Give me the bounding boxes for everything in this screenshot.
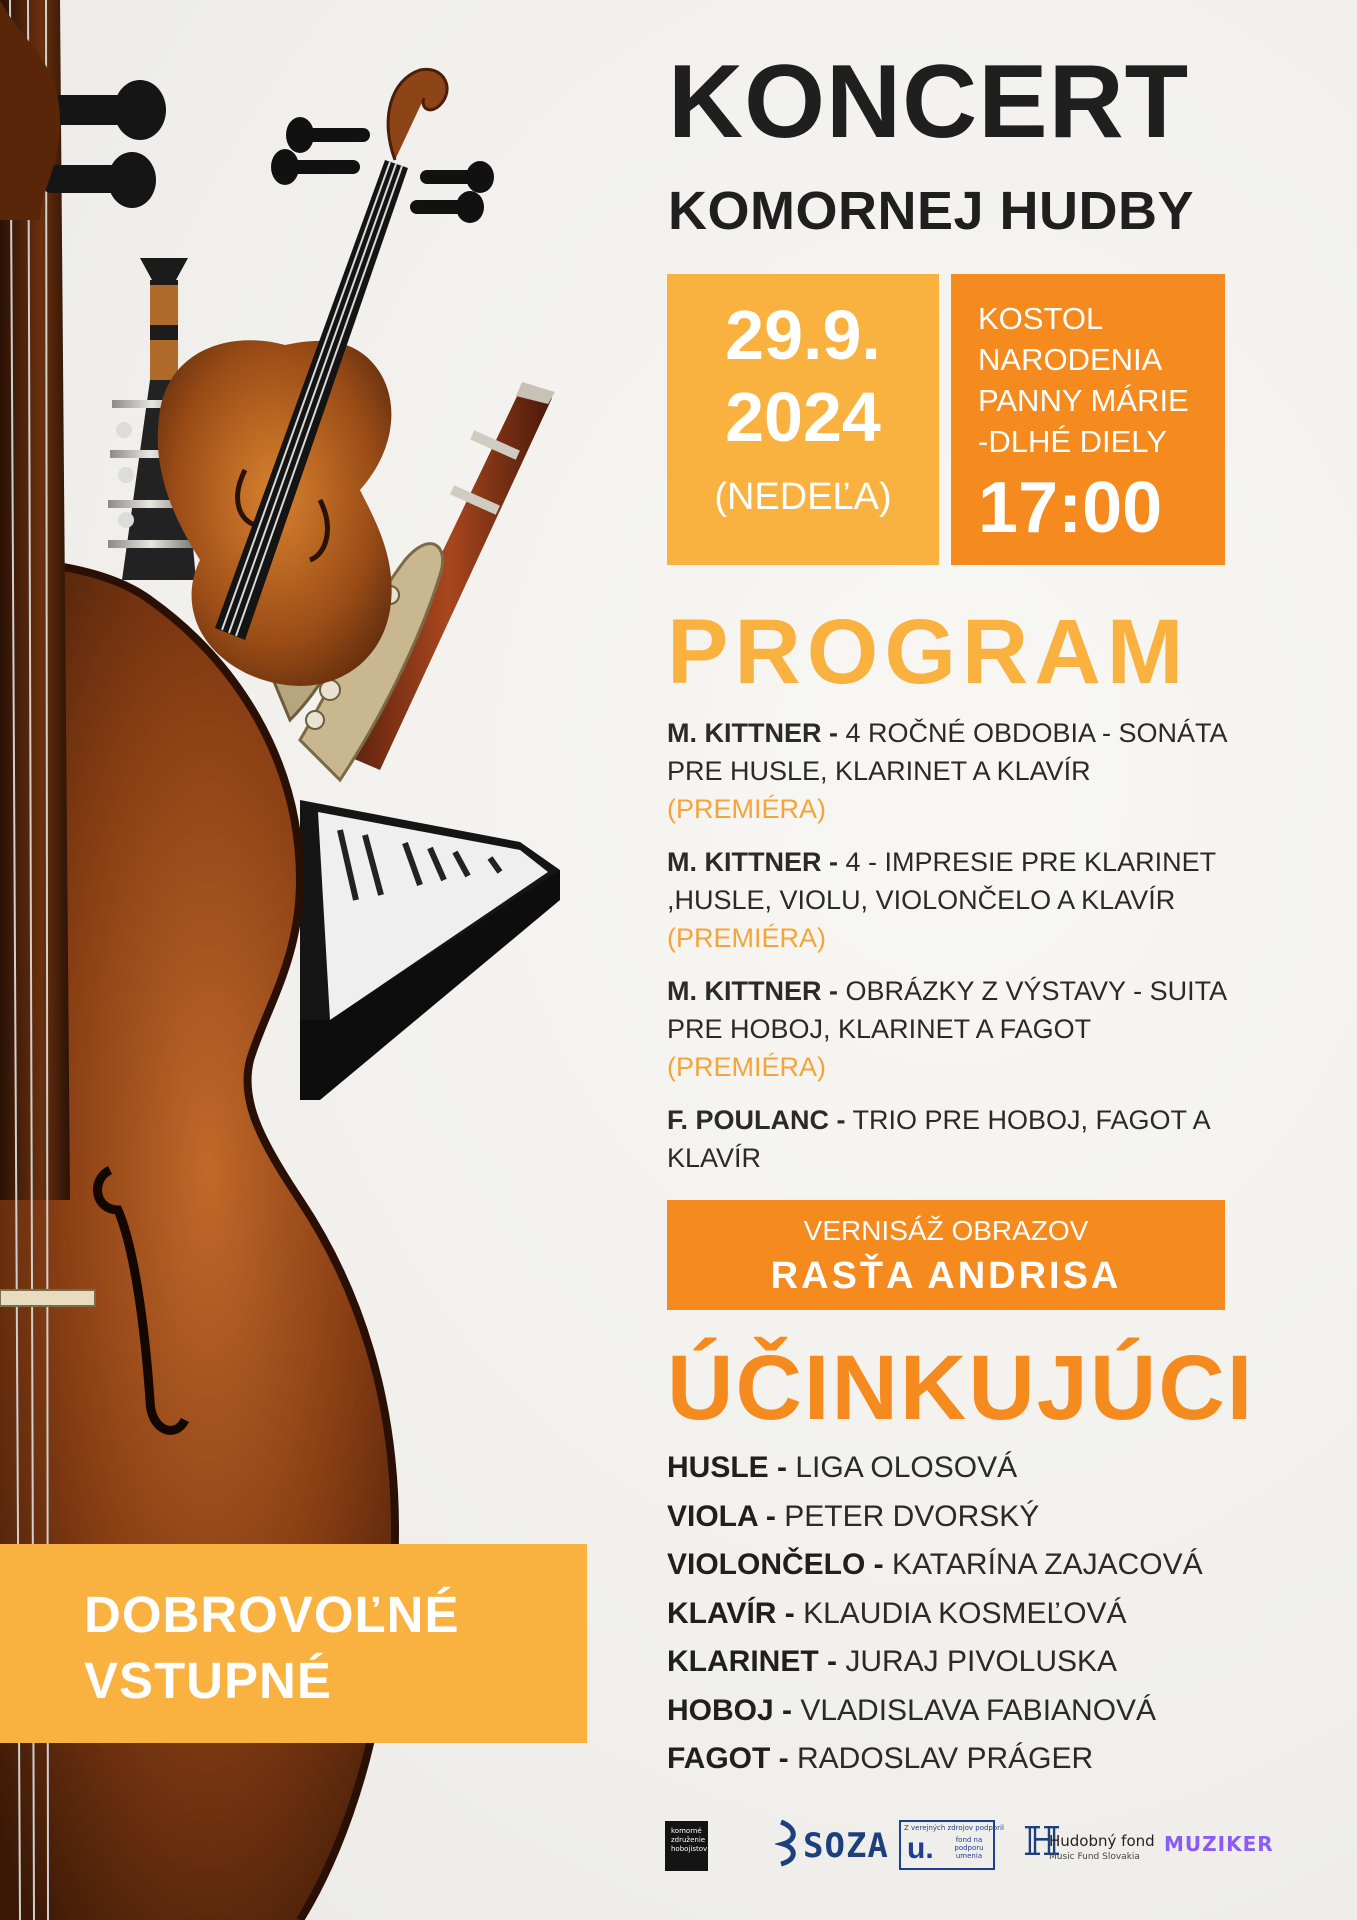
muziker-logo: MUZIKER	[1164, 1832, 1274, 1856]
venue-line: KOSTOL	[978, 301, 1104, 336]
admission-box	[0, 1544, 587, 1743]
performer-row	[667, 1638, 1267, 1687]
performers-heading: ÚČINKUJÚCI	[667, 1337, 1255, 1439]
premiere-note: (PREMIÉRA)	[667, 794, 827, 824]
event-time: 17:00	[978, 468, 1163, 548]
performer-row	[667, 1590, 1267, 1639]
soza-emblem-icon	[775, 1818, 801, 1868]
performer-row	[667, 1493, 1267, 1542]
program-work: OBRÁZKY Z VÝSTAVY - SUITA PRE HOBOJ, KLARINET A FAGOT	[667, 976, 1226, 1044]
performer-name: JURAJ PIVOLUSKA	[836, 1645, 1118, 1678]
venue-line: -DLHÉ DIELY	[978, 424, 1167, 459]
date-box	[667, 274, 939, 565]
performer-instrument: FAGOT -	[667, 1742, 789, 1775]
program-work: 4 ROČNÉ OBDOBIA - SONÁTA PRE HUSLE, KLARINET A KLAVÍR	[667, 718, 1227, 786]
program-work: 4 - IMPRESIE PRE KLARINET ,HUSLE, VIOLU, VIOLONČELO A KLAVÍR	[667, 847, 1216, 915]
program-composer: F. POULANC -	[667, 1105, 846, 1135]
hf-logo-english: Music Fund Slovakia	[1049, 1852, 1140, 1862]
soza-logo	[775, 1818, 889, 1874]
performer-instrument: VIOLA -	[667, 1499, 776, 1533]
program-composer: M. KITTNER -	[667, 847, 838, 877]
premiere-note: (PREMIÉRA)	[667, 1052, 827, 1082]
program-item	[667, 843, 1227, 957]
hf-logo-name: Hudobný fond	[1049, 1832, 1155, 1850]
performer-name: KATARÍNA ZAJACOVÁ	[883, 1548, 1203, 1581]
kzh-logo-text: združenie	[671, 1836, 706, 1844]
hf-mark-icon: ℍ	[1023, 1819, 1061, 1865]
performers-list	[667, 1444, 1267, 1784]
fpu-logo-caption: Z verejných zdrojov podporil	[904, 1824, 1004, 1832]
hudobny-fond-logo	[1023, 1818, 1155, 1874]
date-year: 2024	[725, 378, 881, 456]
venue-line: PANNY MÁRIE	[978, 383, 1189, 418]
kzh-logo-text: komorné	[671, 1827, 702, 1835]
venue-line: NARODENIA	[978, 342, 1163, 377]
soza-logo-text: SOZA	[803, 1826, 889, 1866]
venue-box	[951, 274, 1225, 565]
exhibition-label: VERNISÁŽ OBRAZOV	[803, 1215, 1089, 1246]
concert-title: KONCERT	[668, 44, 1190, 160]
performer-name: KLAUDIA KOSMEĽOVÁ	[794, 1596, 1127, 1630]
performer-instrument: HUSLE -	[667, 1451, 787, 1484]
date-weekday: (NEDEĽA)	[714, 476, 892, 518]
program-list	[667, 714, 1227, 1192]
performer-row	[667, 1541, 1267, 1590]
sponsor-logos	[665, 1818, 1285, 1874]
program-item	[667, 1101, 1227, 1177]
program-item	[667, 714, 1227, 828]
performer-row	[667, 1735, 1267, 1784]
admission-line: DOBROVOĽNÉ	[84, 1586, 460, 1643]
performer-name: PETER DVORSKÝ	[775, 1499, 1040, 1533]
performer-row	[667, 1687, 1267, 1736]
exhibition-box	[667, 1200, 1225, 1310]
program-item	[667, 972, 1227, 1086]
performer-name: RADOSLAV PRÁGER	[788, 1742, 1094, 1775]
fpu-logo-text: fond na podporu umenia	[954, 1836, 984, 1860]
program-composer: M. KITTNER -	[667, 976, 838, 1006]
performer-instrument: KLARINET -	[667, 1645, 837, 1678]
program-work: TRIO PRE HOBOJ, FAGOT A KLAVÍR	[667, 1105, 1210, 1173]
kzh-logo-text: hobojistov	[671, 1845, 708, 1853]
program-composer: M. KITTNER -	[667, 718, 838, 748]
fpu-logo	[899, 1820, 1004, 1870]
fpu-logo-mark: u.	[907, 1832, 934, 1865]
piano-keyboard	[300, 800, 560, 1100]
concert-subtitle: KOMORNEJ HUDBY	[668, 181, 1195, 241]
program-heading: PROGRAM	[667, 601, 1190, 703]
performer-row	[667, 1444, 1267, 1493]
performer-instrument: KLAVÍR -	[667, 1596, 795, 1630]
kzh-logo	[665, 1821, 708, 1871]
performer-name: VLADISLAVA FABIANOVÁ	[792, 1693, 1157, 1727]
performer-name: LIGA OLOSOVÁ	[787, 1451, 1018, 1484]
exhibition-artist: RASŤA ANDRISA	[770, 1254, 1122, 1297]
performer-instrument: HOBOJ -	[667, 1693, 793, 1727]
date-day-month: 29.9.	[725, 296, 881, 374]
premiere-note: (PREMIÉRA)	[667, 923, 827, 953]
performer-instrument: VIOLONČELO -	[667, 1548, 884, 1581]
admission-line: VSTUPNÉ	[84, 1652, 332, 1709]
